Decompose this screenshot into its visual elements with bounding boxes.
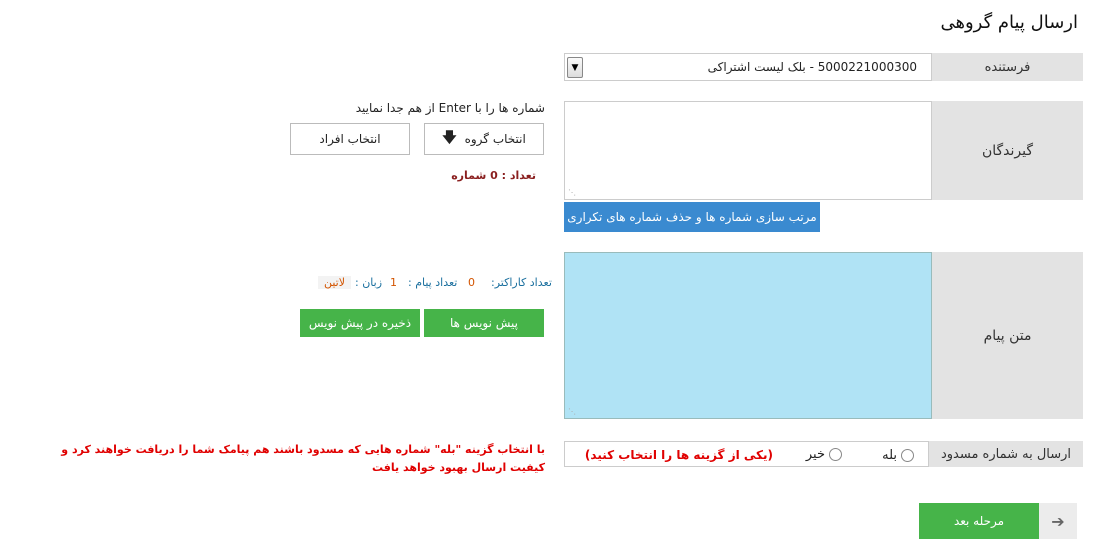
save-draft-button[interactable]: ذخیره در پیش نویس xyxy=(300,309,420,337)
arrow-right-icon[interactable]: ➔ xyxy=(1039,503,1077,539)
drafts-button[interactable]: پیش نویس ها xyxy=(424,309,544,337)
message-count-label: تعداد پیام : xyxy=(408,276,458,289)
sort-dedupe-button[interactable]: مرتب سازی شماره ها و حذف شماره های تکراری xyxy=(564,202,820,232)
sender-label: فرستنده xyxy=(932,53,1083,81)
download-arrow-icon: 🡇 xyxy=(442,130,457,146)
dropdown-arrow-icon[interactable]: ▼ xyxy=(567,57,583,78)
blocked-numbers-options xyxy=(564,441,929,467)
char-count-label: تعداد کاراکتر: xyxy=(491,276,552,289)
radio-yes-label: بله xyxy=(882,448,897,463)
enter-hint: شماره ها را با Enter از هم جدا نمایید xyxy=(355,101,545,115)
char-count-value: 0 xyxy=(468,276,475,289)
radio-no[interactable] xyxy=(806,447,842,462)
recipients-label: گیرندگان xyxy=(932,101,1083,200)
message-textarea[interactable] xyxy=(564,252,932,419)
blocked-numbers-note: با انتخاب گزینه "بله" شماره هایی که مسدود باشند هم پیامک شما را دریافت خواهند کرد و کیفیت ارسال بهبود خواهد یافت xyxy=(61,443,545,474)
radio-yes[interactable] xyxy=(882,448,914,463)
resize-grip-icon[interactable]: ⋰ xyxy=(568,188,575,197)
radio-no-label: خیر xyxy=(805,447,825,462)
language-value: لاتین xyxy=(318,276,351,289)
select-group-button[interactable] xyxy=(424,123,544,155)
recipients-count: تعداد : 0 شماره xyxy=(451,169,536,182)
blocked-numbers-label: ارسال به شماره مسدود xyxy=(929,441,1083,467)
language-label: زبان : xyxy=(355,276,383,289)
sender-select[interactable] xyxy=(564,53,932,81)
radio-no-circle[interactable] xyxy=(829,448,842,461)
page-title: ارسال پیام گروهی xyxy=(940,12,1078,33)
radio-yes-circle[interactable] xyxy=(901,449,914,462)
resize-grip-icon[interactable]: ⋰ xyxy=(568,407,575,416)
message-label: متن پیام xyxy=(932,252,1083,419)
message-count-value: 1 xyxy=(390,276,397,289)
next-step-button[interactable]: مرحله بعد xyxy=(919,503,1039,539)
choose-option-hint: (یکی از گزینه ها را انتخاب کنید) xyxy=(584,448,773,462)
sender-selected-value: 5000221000300 - بلک لیست اشتراکی xyxy=(707,60,917,74)
select-group-label: انتخاب گروه xyxy=(464,132,526,146)
select-persons-button[interactable]: انتخاب افراد xyxy=(290,123,410,155)
recipients-textarea[interactable] xyxy=(564,101,932,200)
